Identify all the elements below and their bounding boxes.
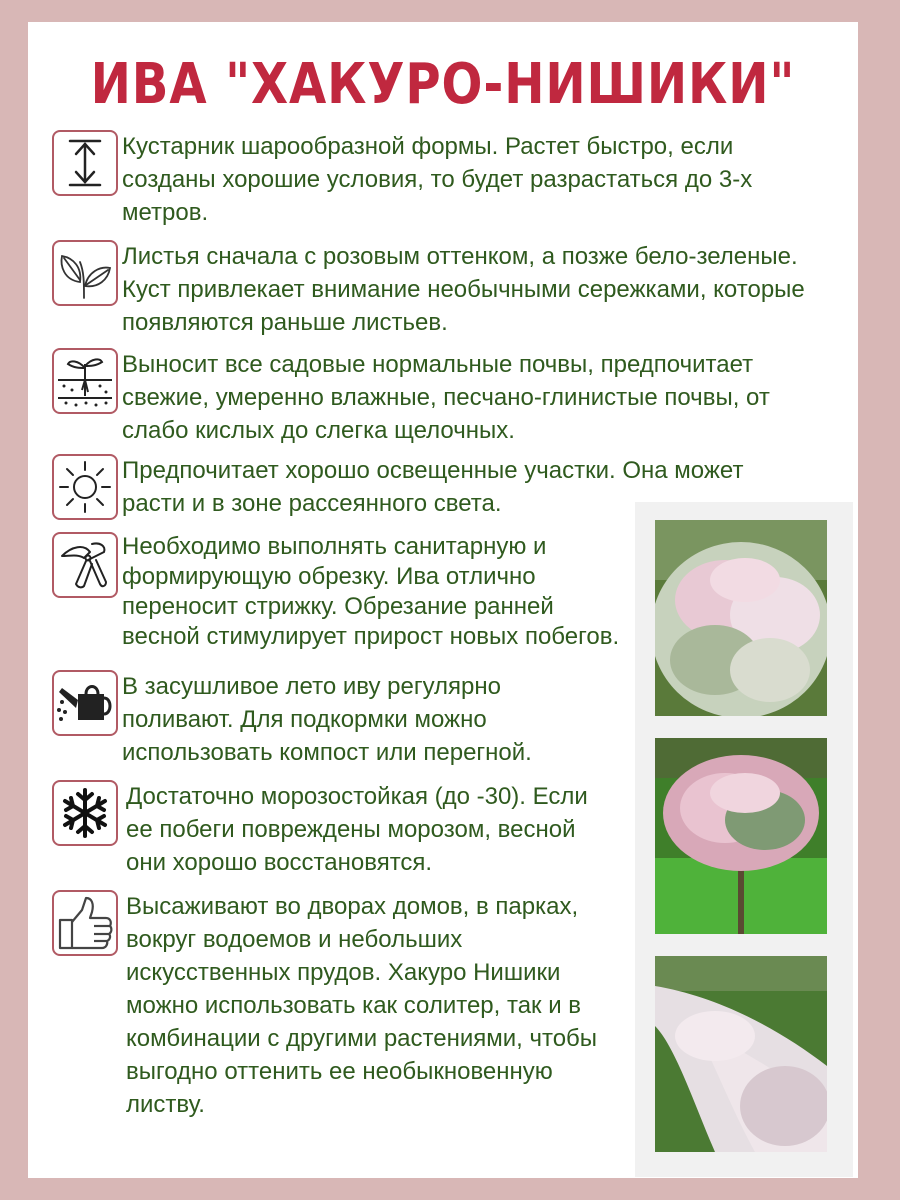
willow-standard-tree-photo <box>655 738 827 934</box>
feature-text: В засушливое лето иву регулярно поливают. Для подкормки можно использовать компост или перегной. <box>122 673 532 766</box>
info-sheet <box>28 22 858 1178</box>
feature-text: Кустарник шарообразной формы. Растет быстро, если созданы хорошие условия, то будет разрастаться до 3-х метров. <box>122 133 753 226</box>
thumbs-up-icon <box>52 890 118 956</box>
feature-text: Достаточно морозостойкая (до -30). Если ее побеги повреждены морозом, весной они хорошо восстановятся. <box>126 783 588 876</box>
page-title: ИВА "ХАКУРО-НИШИКИ" <box>90 52 796 117</box>
feature-text: Выносит все садовые нормальные почвы, предпочитает свежие, умеренно влажные, песчано-глинистые почвы, от слабо кислых до слегка щелочных. <box>122 351 770 444</box>
pruning-shears-icon <box>52 532 118 598</box>
willow-hedge-photo <box>655 956 827 1152</box>
height-arrow-icon <box>52 130 118 196</box>
feature-text: Необходимо выполнять санитарную и формирующую обрезку. Ива отлично переносит стрижку. Обрезание ранней весной стимулирует прирост новых побегов. <box>122 533 620 650</box>
feature-text: Высаживают во дворах домов, в парках, вокруг водоемов и небольших искусственных прудов. Хакуро Нишики можно использовать как солитер, так и в комбинации с другими растениями, чтобы выгодно оттенить ее необыкновенную листву. <box>126 893 598 1118</box>
feature-text: Листья сначала с розовым оттенком, а позже бело-зеленые. Куст привлекает внимание необычными сережками, которые появляются раньше листьев. <box>122 243 805 336</box>
leaf-icon <box>52 240 118 306</box>
feature-text: Предпочитает хорошо освещенные участки. Она может расти и в зоне рассеянного света. <box>122 457 744 517</box>
photo-column <box>635 502 853 1177</box>
soil-sprout-icon <box>52 348 118 414</box>
sun-icon <box>52 454 118 520</box>
watering-can-icon <box>52 670 118 736</box>
willow-bush-photo <box>655 520 827 716</box>
snowflake-icon <box>52 780 118 846</box>
